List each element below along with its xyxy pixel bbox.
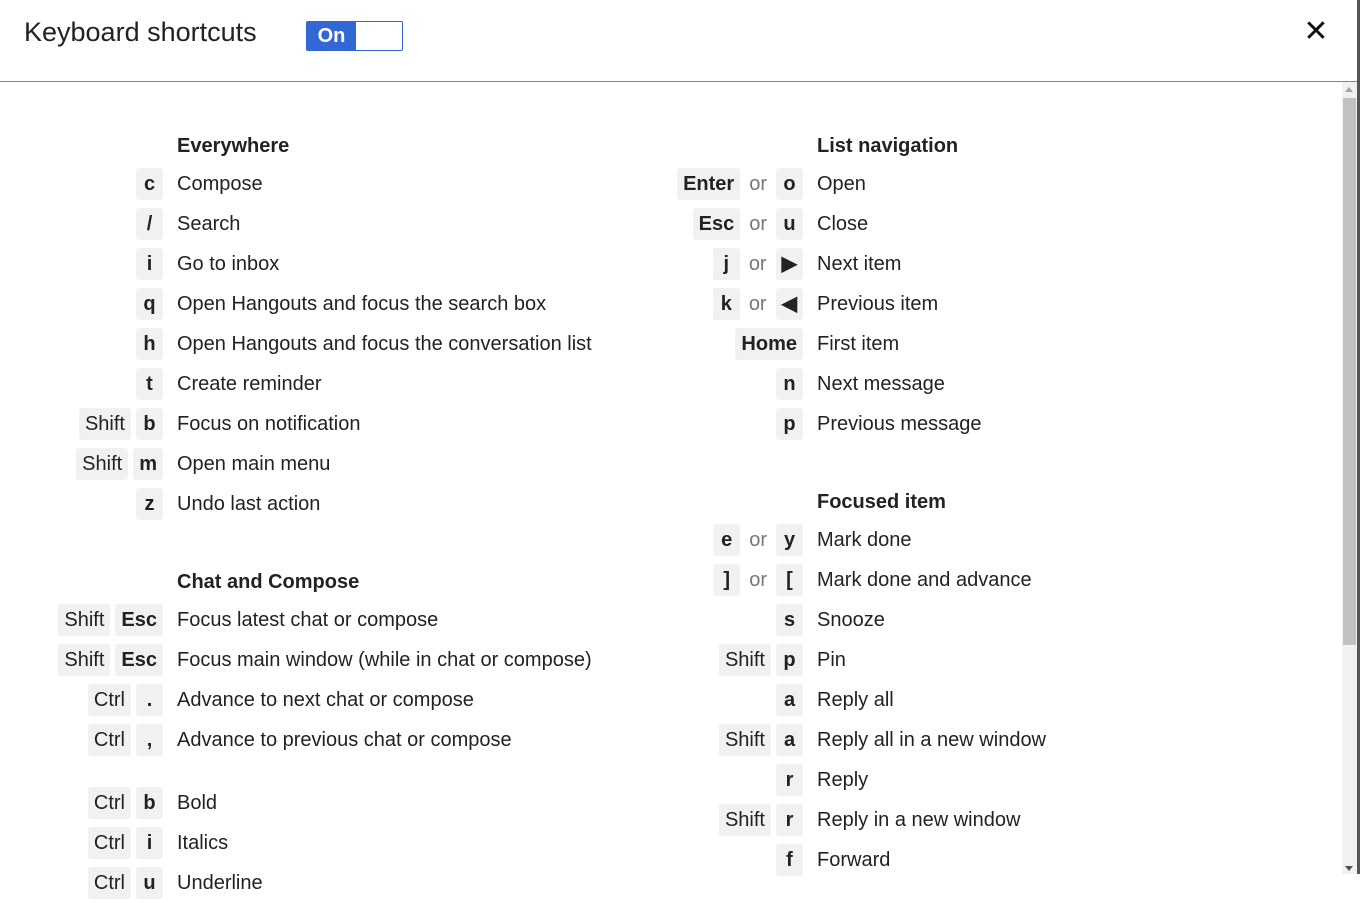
shortcut-keys <box>640 168 803 200</box>
section-heading: Focused item <box>817 491 946 513</box>
shortcut-description: Advance to previous chat or compose <box>177 728 512 751</box>
shortcut-description: Snooze <box>817 608 885 631</box>
key-chip: u <box>136 867 163 899</box>
key-chip: s <box>776 604 803 636</box>
key-chip: y <box>776 524 803 556</box>
shortcut-description: Focus main window (while in chat or compose) <box>177 648 592 671</box>
shortcut-row <box>640 404 1280 444</box>
shortcut-keys <box>0 724 163 756</box>
key-chip: f <box>776 844 803 876</box>
scroll-down-arrow-icon[interactable] <box>1345 866 1353 871</box>
key-chip: Ctrl <box>88 684 131 716</box>
shortcut-keys <box>0 684 163 716</box>
shortcut-keys <box>640 288 803 320</box>
or-separator: or <box>749 528 767 551</box>
shortcut-section <box>0 564 640 760</box>
key-chip: ▶ <box>776 248 803 280</box>
shortcut-row <box>640 204 1280 244</box>
shortcut-description: Undo last action <box>177 492 321 515</box>
shortcut-keys <box>0 328 163 360</box>
or-separator: or <box>748 292 767 315</box>
shortcut-row <box>0 863 640 903</box>
shortcut-description: Open <box>817 172 866 195</box>
shortcut-row <box>640 720 1280 760</box>
shortcut-description: Reply all <box>817 688 894 711</box>
key-chip: e <box>713 524 740 556</box>
key-chip: Esc <box>693 208 741 240</box>
key-chip: m <box>133 448 163 480</box>
shortcut-row <box>0 444 640 484</box>
shortcut-keys <box>0 168 163 200</box>
shortcut-section <box>640 128 1280 444</box>
shortcut-keys <box>640 208 803 240</box>
shortcut-keys <box>640 604 803 636</box>
shortcut-row <box>0 720 640 760</box>
key-chip: Ctrl <box>88 724 131 756</box>
shortcut-row <box>640 164 1280 204</box>
shortcut-keys <box>0 644 163 676</box>
shortcut-keys <box>0 368 163 400</box>
key-chip: Esc <box>115 644 163 676</box>
or-separator: or <box>749 172 767 195</box>
shortcut-row <box>640 244 1280 284</box>
key-chip: Ctrl <box>88 867 131 899</box>
shortcut-row <box>640 680 1280 720</box>
key-chip: a <box>776 684 803 716</box>
shortcut-description: Search <box>177 212 241 235</box>
shortcut-description: Previous message <box>817 412 982 435</box>
key-chip: q <box>136 288 163 320</box>
shortcut-row <box>0 484 640 524</box>
shortcut-description: Open Hangouts and focus the search box <box>177 292 547 315</box>
shortcut-keys <box>0 408 163 440</box>
shortcut-keys <box>640 644 803 676</box>
shortcut-description: Compose <box>177 172 263 195</box>
scrollbar[interactable] <box>1342 82 1357 874</box>
key-chip: ] <box>713 564 740 596</box>
shortcut-keys <box>640 328 803 360</box>
shortcut-row <box>640 284 1280 324</box>
shortcut-keys <box>0 787 163 819</box>
key-chip: Esc <box>115 604 163 636</box>
key-chip: Enter <box>677 168 740 200</box>
key-chip: n <box>776 368 803 400</box>
key-chip: t <box>136 368 163 400</box>
shortcut-keys <box>0 208 163 240</box>
shortcut-row <box>0 680 640 720</box>
shortcut-row <box>640 364 1280 404</box>
shortcut-keys <box>640 724 803 756</box>
shortcut-row <box>640 800 1280 840</box>
key-chip: Shift <box>719 804 771 836</box>
shortcut-description: Reply <box>817 768 869 791</box>
shortcut-description: Reply in a new window <box>817 808 1021 831</box>
dialog-title: Keyboard shortcuts <box>24 17 257 47</box>
shortcut-row <box>0 324 640 364</box>
shortcut-keys <box>640 408 803 440</box>
shortcut-row <box>640 640 1280 680</box>
key-chip: u <box>776 208 803 240</box>
shortcut-row <box>640 600 1280 640</box>
shortcut-description: Pin <box>817 648 846 671</box>
shortcut-keys <box>640 684 803 716</box>
shortcut-keys <box>640 844 803 876</box>
shortcut-keys <box>640 804 803 836</box>
shortcut-row <box>0 404 640 444</box>
shortcut-description: Open Hangouts and focus the conversation list <box>177 332 592 355</box>
shortcut-description: Underline <box>177 871 263 894</box>
shortcut-keys <box>0 248 163 280</box>
key-chip: Shift <box>719 644 771 676</box>
shortcut-description: Open main menu <box>177 452 331 475</box>
shortcut-description: Bold <box>177 791 218 814</box>
shortcut-description: Focus on notification <box>177 412 361 435</box>
scroll-up-arrow-icon[interactable] <box>1345 87 1353 92</box>
shortcut-keys <box>640 524 803 556</box>
shortcut-description: Italics <box>177 831 229 854</box>
key-chip: Shift <box>79 408 131 440</box>
key-chip: / <box>136 208 163 240</box>
shortcut-keys <box>0 448 163 480</box>
key-chip: [ <box>776 564 803 596</box>
key-chip: Ctrl <box>88 827 131 859</box>
section-heading: Chat and Compose <box>177 571 360 593</box>
shortcuts-toggle[interactable] <box>306 21 403 51</box>
key-chip: c <box>136 168 163 200</box>
key-chip: b <box>136 787 163 819</box>
shortcut-description: Mark done and advance <box>817 568 1032 591</box>
key-chip: Ctrl <box>88 787 131 819</box>
shortcut-description: Previous item <box>817 292 939 315</box>
scrollbar-thumb[interactable] <box>1343 98 1356 645</box>
section-heading: List navigation <box>817 135 959 157</box>
shortcut-row <box>0 600 640 640</box>
shortcut-keys <box>640 564 803 596</box>
shortcut-description: First item <box>817 332 900 355</box>
key-chip: p <box>776 644 803 676</box>
shortcut-section <box>640 484 1280 880</box>
shortcut-row <box>0 640 640 680</box>
shortcut-keys <box>0 867 163 899</box>
shortcut-keys <box>0 488 163 520</box>
dialog-header <box>0 0 1357 82</box>
shortcut-section <box>0 128 640 524</box>
key-chip: j <box>713 248 740 280</box>
key-chip: h <box>136 328 163 360</box>
shortcut-row <box>640 324 1280 364</box>
or-separator: or <box>749 212 767 235</box>
key-chip: Shift <box>76 448 128 480</box>
key-chip: , <box>136 724 163 756</box>
shortcut-description: Close <box>817 212 869 235</box>
shortcut-description: Reply all in a new window <box>817 728 1047 751</box>
key-chip: p <box>776 408 803 440</box>
shortcut-description: Forward <box>817 848 891 871</box>
or-separator: or <box>748 252 767 275</box>
shortcut-row <box>640 560 1280 600</box>
shortcuts-list <box>0 82 1342 894</box>
shortcut-keys <box>0 827 163 859</box>
shortcut-keys <box>640 368 803 400</box>
shortcut-row <box>640 520 1280 560</box>
shortcut-row <box>640 840 1280 880</box>
shortcut-row <box>0 823 640 863</box>
shortcut-description: Next item <box>817 252 902 275</box>
toggle-on-label: On <box>307 22 356 50</box>
shortcut-keys <box>0 288 163 320</box>
or-separator: or <box>749 568 767 591</box>
key-chip: r <box>776 764 803 796</box>
shortcut-row <box>0 783 640 823</box>
shortcut-description: Mark done <box>817 528 912 551</box>
shortcut-keys <box>640 764 803 796</box>
key-chip: k <box>713 288 740 320</box>
section-heading: Everywhere <box>177 135 290 157</box>
shortcut-row <box>0 364 640 404</box>
shortcut-keys <box>0 604 163 636</box>
key-chip: i <box>136 827 163 859</box>
left-column <box>0 128 640 903</box>
shortcut-description: Advance to next chat or compose <box>177 688 474 711</box>
key-chip: Shift <box>719 724 771 756</box>
key-chip: z <box>136 488 163 520</box>
right-column <box>640 128 1280 880</box>
key-chip: r <box>776 804 803 836</box>
key-chip: . <box>136 684 163 716</box>
shortcut-row <box>0 164 640 204</box>
key-chip: b <box>136 408 163 440</box>
key-chip: Shift <box>58 644 110 676</box>
shortcut-description: Go to inbox <box>177 252 280 275</box>
shortcut-row <box>640 760 1280 800</box>
close-icon[interactable]: ✕ <box>1303 15 1329 48</box>
key-chip: o <box>776 168 803 200</box>
shortcut-description: Create reminder <box>177 372 322 395</box>
shortcut-section <box>0 783 640 903</box>
shortcut-row <box>0 284 640 324</box>
key-chip: a <box>776 724 803 756</box>
key-chip: Home <box>735 328 803 360</box>
shortcut-description: Next message <box>817 372 945 395</box>
shortcut-row <box>0 244 640 284</box>
shortcut-row <box>0 204 640 244</box>
shortcut-keys <box>640 248 803 280</box>
key-chip: i <box>136 248 163 280</box>
key-chip: ◀ <box>776 288 803 320</box>
shortcut-description: Focus latest chat or compose <box>177 608 439 631</box>
key-chip: Shift <box>58 604 110 636</box>
